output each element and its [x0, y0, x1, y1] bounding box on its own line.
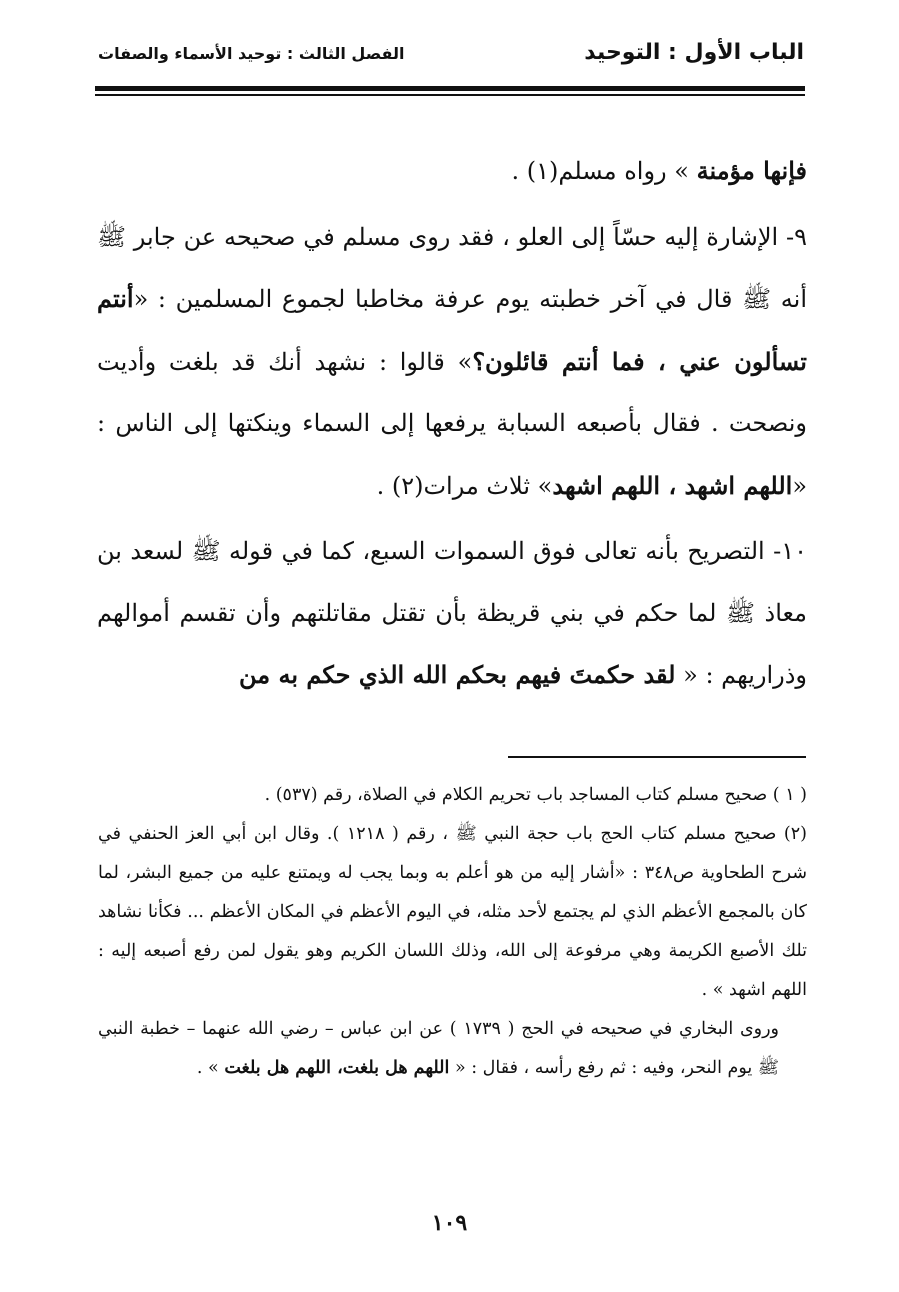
quote-bold: اللهم اشهد ، اللهم اشهد: [552, 470, 793, 500]
quote-bold: فإنها مؤمنة: [696, 156, 807, 185]
header-rule-thin: [95, 94, 805, 96]
paragraph-text: » ثلاث مرات(٢) .: [376, 471, 553, 500]
page-number: ١٠٩: [431, 1210, 468, 1236]
footnote-text: » .: [196, 1058, 225, 1078]
chapter-title: الباب الأول : التوحيد: [584, 40, 804, 65]
footnote-separator: [508, 756, 806, 758]
footnote-text: وروى البخاري في صحيحه في الحج ( ١٧٣٩ ) عن ابن عباس – رضي الله عنهما – خطبة النبي ﷺ يوم النحر، وفيه : ثم رفع رأسه ، فقال : «: [98, 1019, 780, 1078]
footnotes: [98, 776, 807, 1088]
paragraph-text: » قالوا : نشهد أنك قد بلغت وأديت ونصحت . فقال بأصبعه السبابة يرفعها إلى السماء وينكتها إلى الناس : «: [97, 347, 807, 500]
paragraph-text: ١٠- التصريح بأنه تعالى فوق السموات السبع، كما في قوله ﷺ لسعد بن معاذ ﷺ لما حكم في بني قريظة بأن تقتل مقاتلتهم وأن تقسم أموالهم وذراريهم : «: [97, 537, 807, 689]
paragraph-10: [97, 521, 807, 707]
paragraph-text: ٩- الإشارة إليه حسّاً إلى العلو ، فقد روى مسلم في صحيحه عن جابر ﷺ أنه ﷺ قال في آخر خطبته يوم عرفة مخاطبا لجموع المسلمين : «: [97, 222, 807, 313]
quote-bold: لقد حكمتَ فيهم بحكم الله الذي حكم به من: [239, 660, 676, 689]
paragraph-continuation: [97, 140, 807, 203]
running-header: [98, 36, 804, 84]
paragraph-text: » رواه مسلم(١) .: [511, 157, 697, 185]
footnote-2-continued: [98, 1010, 807, 1088]
quote-bold: أنتم تسألون عني ، فما أنتم قائلون؟: [97, 284, 807, 376]
footnote-1: ( ١ ) صحيح مسلم كتاب المساجد باب تحريم الكلام في الصلاة، رقم (٥٣٧) .: [264, 785, 807, 805]
footnote-text: (٢) صحيح مسلم كتاب الحج باب حجة النبي ﷺ ، رقم ( ١٢١٨ ). وقال ابن أبي العز الحنفي في شرح الطحاوية ص٣٤٨ : «أشار إليه من هو أعلم به وبما يجب له ويمتنع عليه من جميع البشر، لما كان بالمجمع الأعظم الذي لم يجتمع لأحد مثله، في اليوم الأعظم في المكان الأعظم ... فكأنا نشاهد تلك الأصبع الكريمة وهي مرفوعة إلى الله، وذلك اللسان الكريم وهو يقول لمن رفع أصبعه إليه : اللهم اشهد » .: [98, 824, 808, 1000]
footnote-2: [98, 815, 807, 1010]
footnote-quote-bold: اللهم هل بلغت، اللهم هل بلغت: [224, 1058, 450, 1078]
paragraph-9: [97, 207, 807, 518]
header-rule-thick: [95, 86, 805, 91]
main-text: [97, 140, 807, 707]
section-title: الفصل الثالث : توحيد الأسماء والصفات: [98, 44, 405, 63]
